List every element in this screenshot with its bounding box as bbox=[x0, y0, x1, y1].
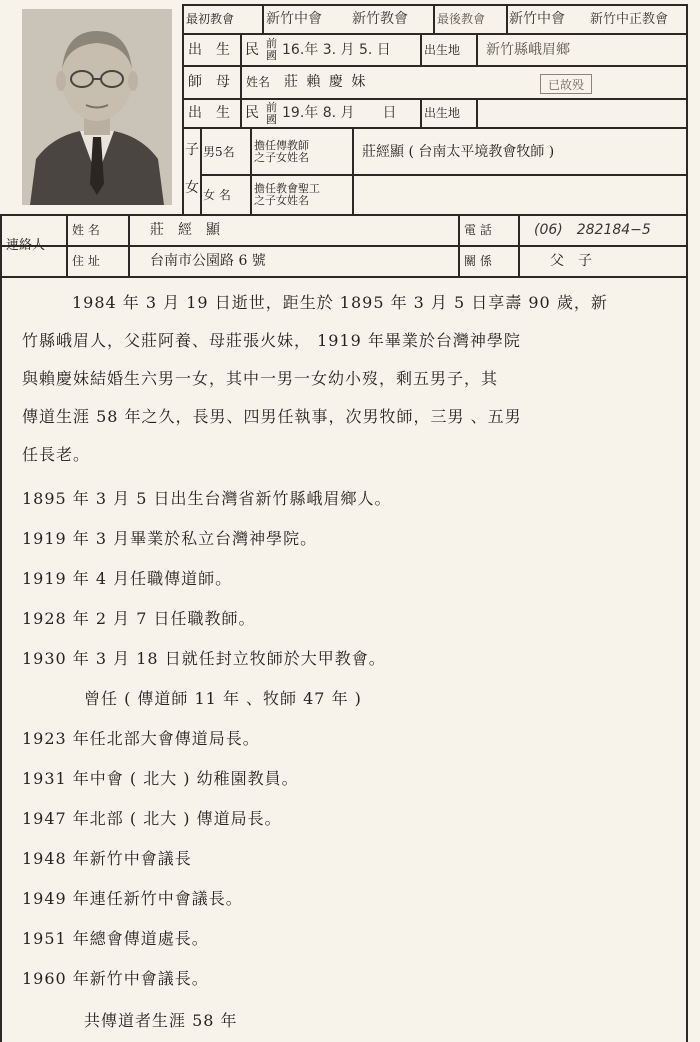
wife-era-mark: 前國 bbox=[266, 100, 277, 126]
first-church-label: 最初教會 bbox=[186, 12, 235, 27]
contact-name-label: 姓 名 bbox=[72, 223, 100, 238]
contact-label: 連絡人 bbox=[6, 238, 46, 254]
last-church: 新竹中正教會 bbox=[590, 11, 669, 27]
timeline-item: 1951 年總會傳道處長。 bbox=[22, 929, 209, 948]
wife-birth-label: 出 生 bbox=[188, 105, 230, 122]
birth-label: 出 生 bbox=[188, 41, 230, 58]
birth-era-prefix: 民 bbox=[245, 41, 259, 58]
timeline-item: 共傳道者生涯 58 年 bbox=[84, 1011, 238, 1030]
wife-birthplace-label: 出生地 bbox=[424, 106, 461, 121]
bio-line: 1984 年 3 月 19 日逝世，距生於 1895 年 3 月 5 日享壽 90 歲，新 bbox=[72, 293, 608, 312]
wife-era-prefix: 民 bbox=[245, 105, 259, 122]
timeline-item: 1930 年 3 月 18 日就任封立牧師於大甲教會。 bbox=[22, 649, 386, 668]
contact-name: 莊 經 顯 bbox=[150, 222, 220, 239]
wife-birth-date: 19.年 8. 月 日 bbox=[282, 105, 397, 122]
wife-name-label: 姓名 bbox=[246, 75, 271, 90]
timeline-item: 1919 年 3 月畢業於私立台灣神學院。 bbox=[22, 529, 318, 548]
children-side-label-top: 子 bbox=[185, 141, 199, 158]
wife-birthplace-value bbox=[486, 100, 682, 127]
contact-phone-label: 電 話 bbox=[464, 223, 492, 238]
birth-era-mark: 前國 bbox=[266, 37, 277, 62]
sons-value: 莊經顯 ( 台南太平境教會牧師 ) bbox=[362, 143, 555, 160]
contact-phone: (06) 282184−5 bbox=[534, 222, 651, 239]
wife-label: 師 母 bbox=[188, 74, 230, 91]
bio-line: 傳道生涯 58 年之久，長男、四男任執事，次男牧師，三男 、五男 bbox=[22, 407, 522, 426]
timeline-item: 1919 年 4 月任職傳道師。 bbox=[22, 569, 233, 588]
timeline-item: 1948 年新竹中會議長 bbox=[22, 849, 192, 868]
contact-relation-label: 關 係 bbox=[464, 254, 492, 269]
bio-line: 竹縣峨眉人，父莊阿養、母莊張火妹， 1919 年畢業於台灣神學院 bbox=[22, 331, 521, 350]
wife-name: 莊 賴 慶 妹 bbox=[284, 74, 368, 91]
timeline-item: 1923 年任北部大會傳道局長。 bbox=[22, 729, 260, 748]
timeline-item: 1949 年連任新竹中會議長。 bbox=[22, 889, 243, 908]
birthplace-label: 出生地 bbox=[424, 42, 461, 57]
timeline-item: 1895 年 3 月 5 日出生台灣省新竹縣峨眉鄉人。 bbox=[22, 489, 392, 508]
bio-line: 任長老。 bbox=[22, 445, 91, 464]
timeline-item: 曾任 ( 傳道師 11 年 、牧師 47 年 ) bbox=[84, 689, 362, 708]
timeline-item: 1931 年中會 ( 北大 ) 幼稚園教員。 bbox=[22, 769, 299, 788]
last-presbytery: 新竹中會 bbox=[509, 11, 565, 28]
first-presbytery: 新竹中會 bbox=[266, 11, 322, 28]
contact-address-label: 住 址 bbox=[72, 254, 100, 269]
timeline-item: 1947 年北部 ( 北大 ) 傳道局長。 bbox=[22, 809, 282, 828]
sons-count-label: 男5名 bbox=[203, 144, 235, 159]
birth-date: 16.年 3. 月 5. 日 bbox=[282, 41, 391, 58]
bio-line: 與賴慶妹結婚生六男一女，其中一男一女幼小歿，剩五男子，其 bbox=[22, 369, 499, 388]
sons-role-label: 擔任傳教師 之子女姓名 bbox=[254, 139, 309, 164]
last-church-label: 最後教會 bbox=[437, 12, 486, 27]
portrait-photo bbox=[22, 9, 172, 205]
children-side-label-bottom: 女 bbox=[185, 179, 199, 196]
deceased-stamp: 已故殁 bbox=[540, 74, 592, 94]
first-church: 新竹教會 bbox=[352, 11, 408, 28]
contact-address: 台南市公園路 6 號 bbox=[150, 253, 266, 270]
timeline-item: 1960 年新竹中會議長。 bbox=[22, 969, 209, 988]
daughters-label: 女 名 bbox=[203, 187, 231, 202]
birthplace-value: 新竹縣峨眉鄉 bbox=[486, 41, 570, 58]
contact-relation: 父 子 bbox=[550, 253, 592, 270]
daughters-value bbox=[362, 176, 682, 214]
daughters-role-label: 擔任教會聖工 之子女姓名 bbox=[254, 182, 320, 207]
biography bbox=[22, 286, 682, 1042]
timeline-item: 1928 年 2 月 7 日任職教師。 bbox=[22, 609, 256, 628]
